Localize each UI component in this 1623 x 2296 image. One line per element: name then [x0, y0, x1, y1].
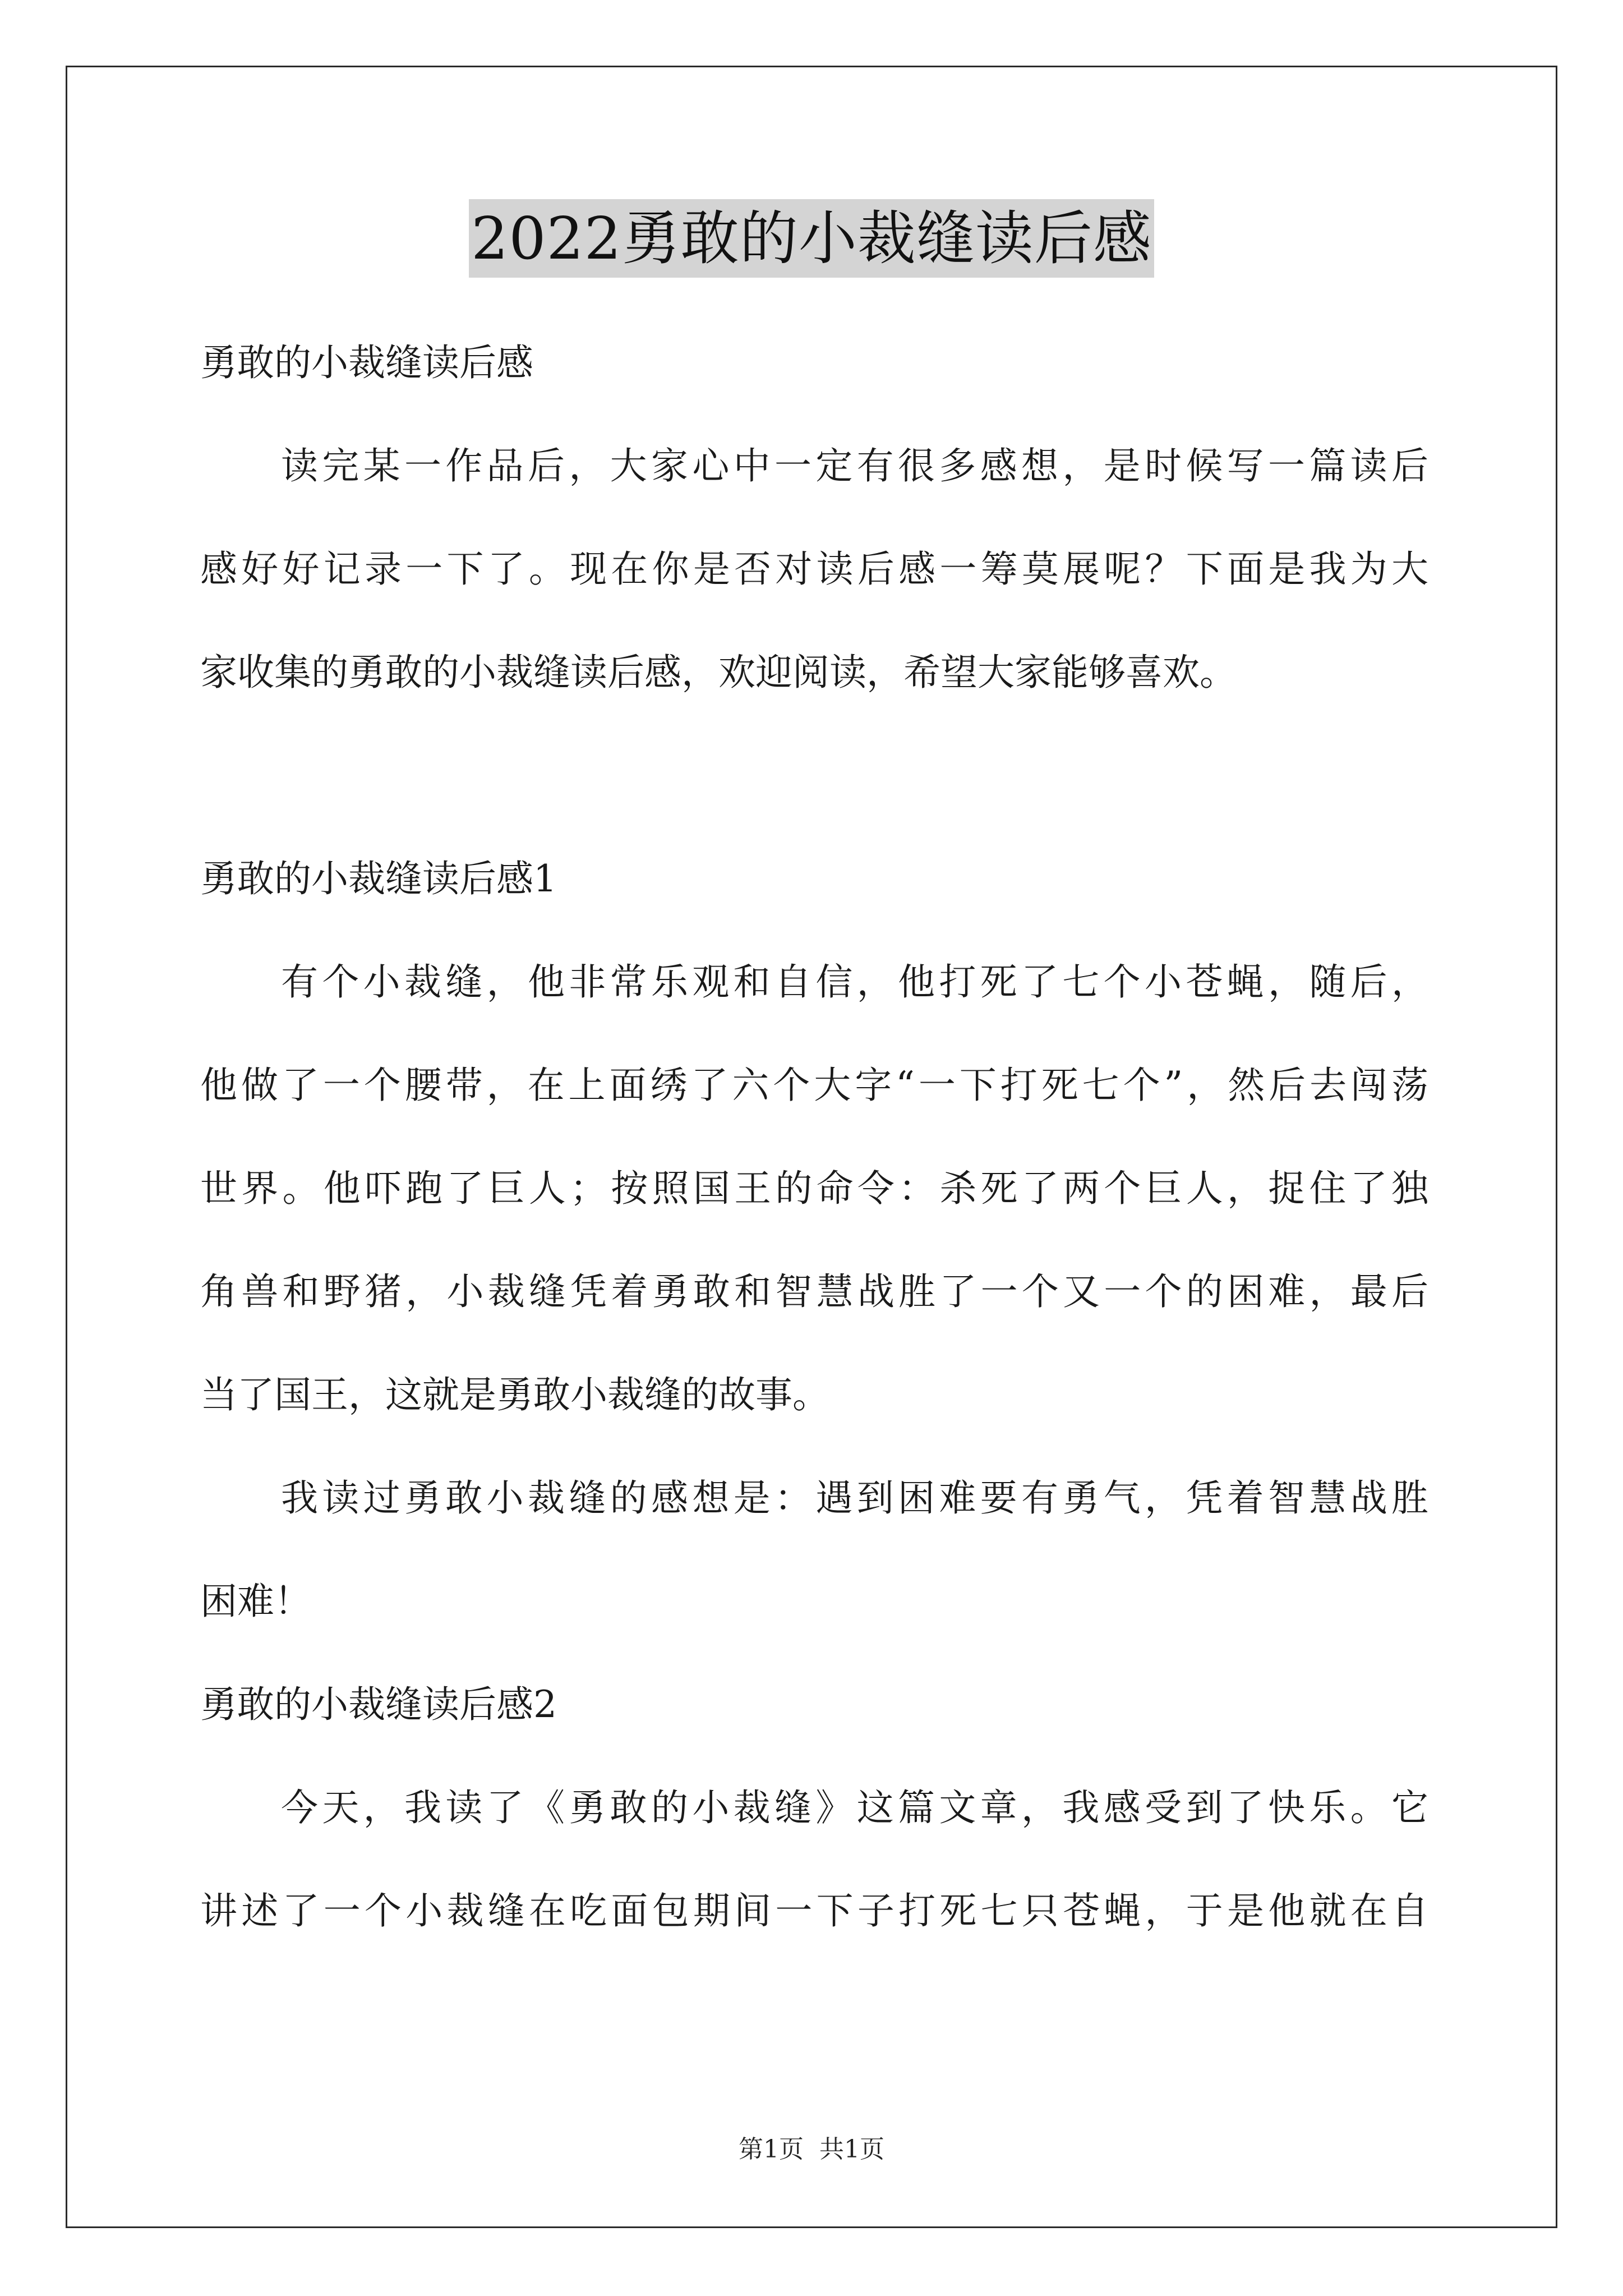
- section-1-line: 当了国王，这就是勇敢小裁缝的故事。: [200, 1373, 829, 1416]
- title-wrap: [0, 199, 1623, 278]
- section-1-line: 角兽和野猪，小裁缝凭着勇敢和智慧战胜了一个又一个的困难，最后: [200, 1270, 1428, 1313]
- section-2-heading: 勇敢的小裁缝读后感2: [200, 1683, 557, 1726]
- section-1-line: 我读过勇敢小裁缝的感想是：遇到困难要有勇气，凭着智慧战胜: [281, 1476, 1428, 1520]
- intro-line: 读完某一作品后，大家心中一定有很多感想，是时候写一篇读后: [281, 444, 1428, 487]
- intro-line: 家收集的勇敢的小裁缝读后感，欢迎阅读，希望大家能够喜欢。: [200, 651, 1237, 694]
- section-1-line: 世界。他吓跑了巨人；按照国王的命令：杀死了两个巨人，捉住了独: [200, 1167, 1428, 1210]
- section-1-line: 困难！: [200, 1580, 311, 1623]
- document-body: [200, 311, 1428, 1963]
- section-1-heading: 勇敢的小裁缝读后感1: [200, 857, 557, 900]
- blank-line: [200, 724, 1428, 827]
- section-1-line: 有个小裁缝，他非常乐观和自信，他打死了七个小苍蝇，随后，: [281, 960, 1428, 1004]
- section-2-line: 讲述了一个小裁缝在吃面包期间一下子打死七只苍蝇，于是他就在自: [200, 1889, 1428, 1932]
- intro-line: 感好好记录一下了。现在你是否对读后感一筹莫展呢？下面是我为大: [200, 547, 1428, 591]
- page-footer: 第1页 共1页: [739, 2135, 884, 2164]
- intro-heading: 勇敢的小裁缝读后感: [200, 341, 533, 384]
- section-1-line: 他做了一个腰带，在上面绣了六个大字“一下打死七个”，然后去闯荡: [200, 1064, 1428, 1107]
- section-2-line: 今天，我读了《勇敢的小裁缝》这篇文章，我感受到了快乐。它: [281, 1786, 1428, 1829]
- document-title: 2022勇敢的小裁缝读后感: [469, 199, 1154, 278]
